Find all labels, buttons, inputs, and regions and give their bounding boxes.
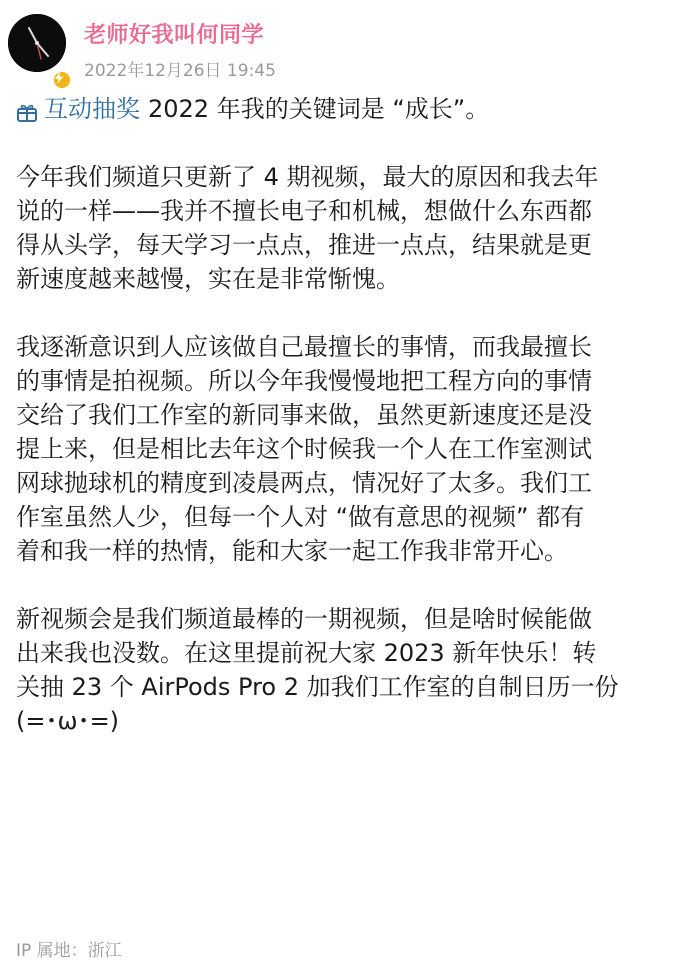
lightning-badge-icon [52, 70, 72, 90]
paragraph-line: 提上来，但是相比去年这个时候我一个人在工作室测试 [16, 435, 592, 463]
paragraph-line: 得从头学，每天学习一点点，推进一点点，结果就是更 [16, 231, 592, 259]
paragraph-line: 今年我们频道只更新了 4 期视频，最大的原因和我去年 [16, 163, 599, 191]
post-content [16, 92, 688, 738]
gift-icon [16, 98, 38, 120]
ip-location: IP 属地：浙江 [16, 941, 122, 961]
paragraph-gap [16, 568, 688, 602]
paragraph-line: 关抽 23 个 AirPods Pro 2 加我们工作室的自制日历一份 [16, 673, 619, 701]
post-timestamp: 2022年12月26日 19:45 [84, 61, 276, 81]
lottery-link[interactable] [16, 92, 140, 126]
paragraph-line: 说的一样——我并不擅长电子和机械，想做什么东西都 [16, 197, 592, 225]
paragraph-line: (=･ω･=) [16, 707, 120, 735]
paragraph-gap [16, 126, 688, 160]
post-title: 2022 年我的关键词是 “成长”。 [148, 95, 490, 123]
paragraph-line: 交给了我们工作室的新同事来做，虽然更新速度还是没 [16, 401, 592, 429]
author-name[interactable]: 老师好我叫何同学 [84, 23, 265, 48]
paragraph-line: 着和我一样的热情，能和大家一起工作我非常开心。 [16, 537, 568, 565]
avatar[interactable] [8, 14, 66, 72]
clock-avatar-icon [8, 14, 66, 72]
post-header [0, 0, 700, 90]
post-title-line [16, 92, 688, 126]
paragraph-line: 的事情是拍视频。所以今年我慢慢地把工程方向的事情 [16, 367, 592, 395]
lottery-label: 互动抽奖 [44, 95, 140, 123]
paragraph-line: 出来我也没数。在这里提前祝大家 2023 新年快乐！转 [16, 639, 597, 667]
paragraph-line: 网球抛球机的精度到凌晨两点，情况好了太多。我们工 [16, 469, 592, 497]
paragraph-line: 新视频会是我们频道最棒的一期视频，但是啥时候能做 [16, 605, 592, 633]
paragraph-gap [16, 296, 688, 330]
paragraph-line: 新速度越来越慢，实在是非常惭愧。 [16, 265, 400, 293]
paragraph-line: 我逐渐意识到人应该做自己最擅长的事情，而我最擅长 [16, 333, 592, 361]
paragraph-line: 作室虽然人少，但每一个人对 “做有意思的视频” 都有 [16, 503, 585, 531]
